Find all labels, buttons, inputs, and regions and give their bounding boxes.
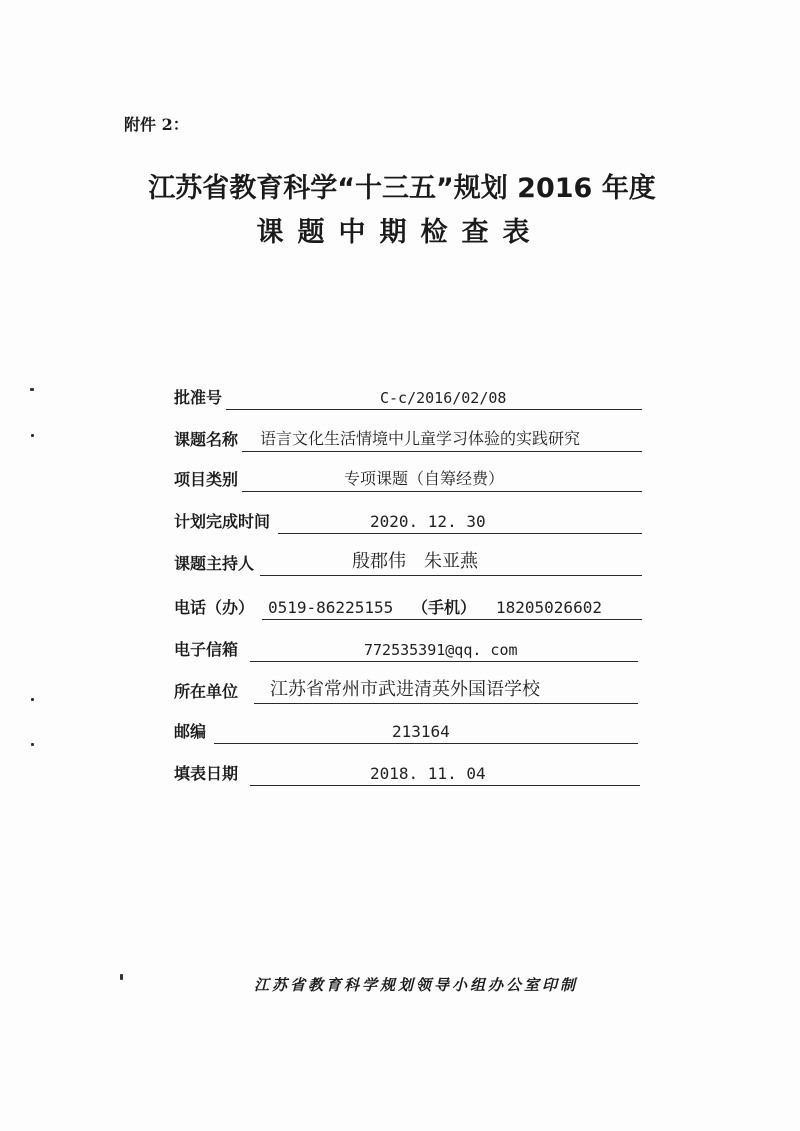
field-underline: [260, 575, 642, 576]
field-label: 项目类别: [174, 470, 239, 489]
phone-mobile-label: （手机）: [412, 598, 477, 617]
field-underline: [226, 409, 642, 410]
field-value: 213164: [392, 722, 450, 741]
field-underline: [250, 785, 640, 786]
binding-mark: [31, 698, 34, 701]
field-value: 772535391@qq. com: [364, 641, 518, 659]
field-planned-completion: [174, 504, 644, 534]
field-project-leader: [174, 546, 644, 576]
field-underline: [242, 451, 642, 452]
field-email: [174, 632, 644, 662]
field-approval-no: [174, 380, 644, 410]
field-label: 批准号: [174, 388, 223, 407]
field-underline: [250, 661, 638, 662]
field-underline: [242, 491, 642, 492]
phone-mobile-value: 18205026602: [496, 598, 602, 617]
field-project-name: [174, 422, 644, 452]
attachment-label: 附件 2：: [124, 115, 189, 134]
field-label: 填表日期: [174, 764, 239, 783]
field-fill-date: [174, 756, 644, 786]
field-label: 邮编: [174, 722, 207, 741]
field-value: 2020. 12. 30: [370, 512, 486, 531]
field-label: 计划完成时间: [174, 512, 271, 531]
field-value: 语言文化生活情境中儿童学习体验的实践研究: [260, 429, 581, 448]
field-label: 课题名称: [174, 430, 239, 449]
field-value: C-c/2016/02/08: [380, 389, 507, 407]
field-postcode: [174, 714, 644, 744]
field-underline: [214, 743, 638, 744]
page-subtitle: 课题中期检查表: [256, 217, 544, 248]
footer-issuer: 江苏省教育科学规划领导小组办公室印制: [253, 976, 578, 994]
field-label: 电子信箱: [174, 640, 239, 659]
field-underline: [262, 619, 642, 620]
field-label: 课题主持人: [174, 554, 255, 573]
binding-mark: [30, 388, 34, 391]
field-project-category: [174, 462, 644, 492]
field-value: 江苏省常州市武进清英外国语学校: [270, 679, 540, 700]
field-underline: [254, 703, 638, 704]
field-phone: [174, 590, 644, 620]
field-label: 电话（办）: [174, 598, 255, 617]
field-value: 2018. 11. 04: [370, 764, 486, 783]
page-title: 江苏省教育科学“十三五”规划 2016 年度: [148, 173, 656, 204]
phone-office-value: 0519-86225155: [268, 598, 394, 617]
field-underline: [278, 533, 642, 534]
field-value: 殷郡伟 朱亚燕: [352, 551, 478, 572]
binding-mark: [31, 743, 34, 746]
binding-mark: [31, 434, 34, 437]
field-label: 所在单位: [174, 682, 239, 701]
field-value: 专项课题（自筹经费）: [344, 469, 505, 488]
field-unit: [174, 674, 644, 704]
